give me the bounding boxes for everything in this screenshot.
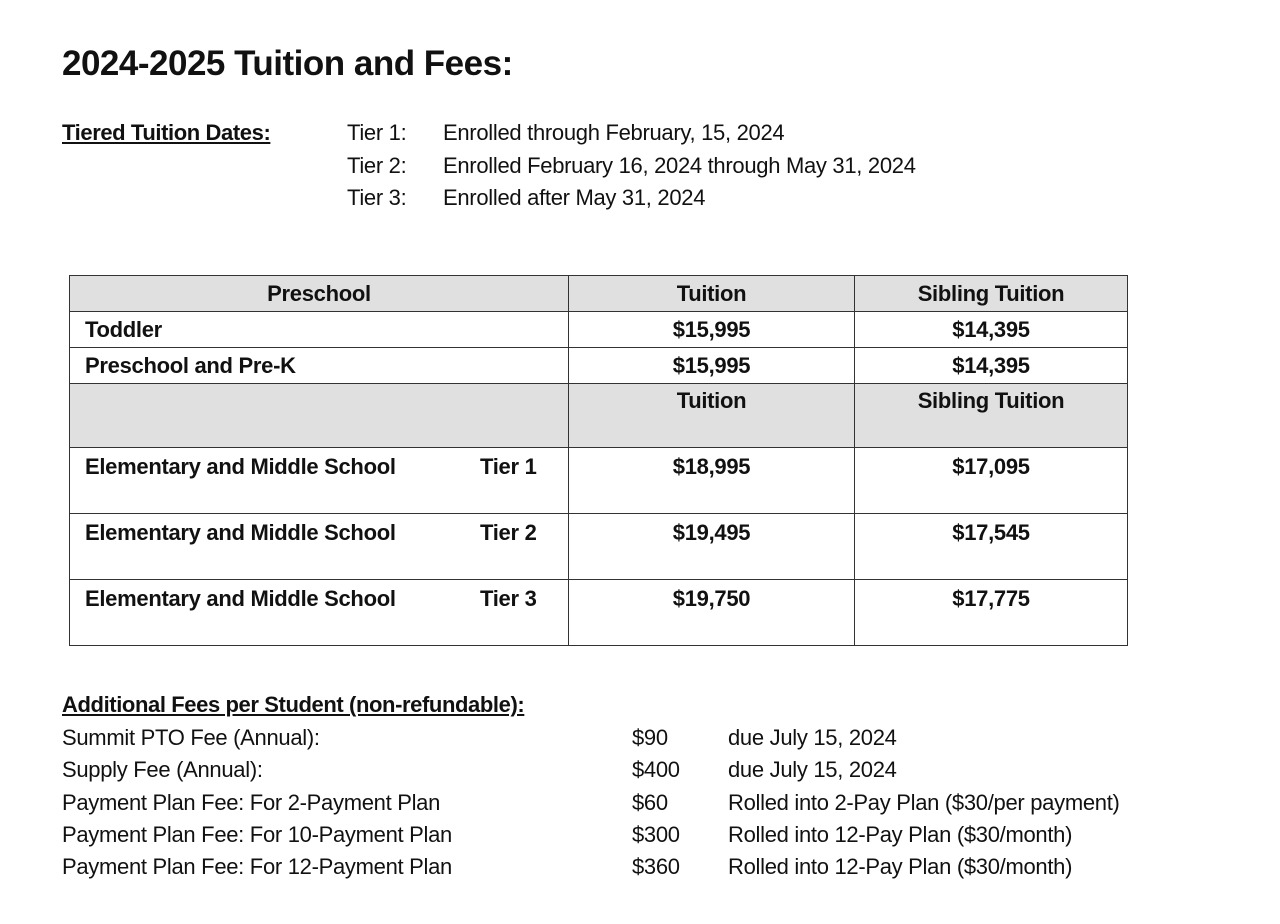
program-name: Elementary and Middle School bbox=[85, 520, 396, 545]
tuition-value: $18,995 bbox=[569, 448, 855, 514]
additional-fees bbox=[62, 692, 1120, 886]
program-cell bbox=[70, 580, 569, 646]
sibling-tuition-value: $14,395 bbox=[855, 312, 1128, 348]
program-cell bbox=[70, 514, 569, 580]
tier-description: Enrolled after May 31, 2024 bbox=[443, 185, 706, 210]
tier-row bbox=[347, 185, 1047, 218]
table-header-row bbox=[70, 276, 1128, 312]
table-row bbox=[70, 514, 1128, 580]
header-sibling-tuition: Sibling Tuition bbox=[855, 276, 1128, 312]
tier-description: Enrolled through February, 15, 2024 bbox=[443, 120, 785, 145]
additional-fees-heading: Additional Fees per Student (non-refundable): bbox=[62, 692, 525, 717]
tier-row bbox=[347, 120, 1047, 153]
tuition-table bbox=[69, 275, 1128, 646]
header-preschool: Preschool bbox=[70, 276, 569, 312]
fee-amount: $300 bbox=[632, 821, 680, 847]
fee-name: Supply Fee (Annual): bbox=[62, 757, 263, 783]
fee-note: Rolled into 2-Pay Plan ($30/per payment) bbox=[728, 789, 1120, 815]
header-tuition: Tuition bbox=[569, 276, 855, 312]
sibling-tuition-value: $17,775 bbox=[855, 580, 1128, 646]
fee-row bbox=[62, 725, 1120, 757]
fee-name: Payment Plan Fee: For 12-Payment Plan bbox=[62, 854, 452, 880]
tuition-value: $15,995 bbox=[569, 312, 855, 348]
tuition-value: $19,750 bbox=[569, 580, 855, 646]
program-name: Elementary and Middle School bbox=[85, 586, 396, 611]
tier-name: Tier 3 bbox=[480, 586, 537, 611]
tuition-value: $15,995 bbox=[569, 348, 855, 384]
tiered-dates-heading: Tiered Tuition Dates: bbox=[62, 120, 271, 145]
fee-amount: $60 bbox=[632, 789, 668, 815]
table-row bbox=[70, 580, 1128, 646]
table-row bbox=[70, 448, 1128, 514]
table-row bbox=[70, 312, 1128, 348]
table-row bbox=[70, 348, 1128, 384]
tier-name: Tier 2 bbox=[480, 520, 537, 545]
subheader-tuition: Tuition bbox=[569, 384, 855, 448]
fee-amount: $360 bbox=[632, 854, 680, 880]
sibling-tuition-value: $17,095 bbox=[855, 448, 1128, 514]
program-name: Preschool and Pre-K bbox=[70, 348, 569, 384]
page-title: 2024-2025 Tuition and Fees: bbox=[62, 44, 513, 83]
fee-row bbox=[62, 757, 1120, 789]
tier-list bbox=[347, 120, 1047, 218]
tier-description: Enrolled February 16, 2024 through May 31, 2024 bbox=[443, 152, 916, 178]
sibling-tuition-value: $14,395 bbox=[855, 348, 1128, 384]
subheader-program bbox=[70, 384, 569, 448]
fee-amount: $400 bbox=[632, 757, 680, 783]
fee-name: Summit PTO Fee (Annual): bbox=[62, 725, 320, 750]
tier-name: Tier 1 bbox=[480, 454, 537, 479]
subheader-sibling-tuition: Sibling Tuition bbox=[855, 384, 1128, 448]
program-name: Elementary and Middle School bbox=[85, 454, 396, 479]
tuition-value: $19,495 bbox=[569, 514, 855, 580]
fee-note: Rolled into 12-Pay Plan ($30/month) bbox=[728, 854, 1073, 880]
fee-row bbox=[62, 854, 1120, 886]
tier-row bbox=[347, 153, 1047, 186]
table-subheader-row bbox=[70, 384, 1128, 448]
program-cell bbox=[70, 448, 569, 514]
sibling-tuition-value: $17,545 bbox=[855, 514, 1128, 580]
tier-label: Tier 1: bbox=[347, 120, 407, 145]
fee-note: Rolled into 12-Pay Plan ($30/month) bbox=[728, 821, 1073, 847]
tier-label: Tier 2: bbox=[347, 152, 407, 178]
program-name: Toddler bbox=[70, 312, 569, 348]
fee-row bbox=[62, 822, 1120, 854]
fee-note: due July 15, 2024 bbox=[728, 757, 897, 783]
fee-row bbox=[62, 790, 1120, 822]
fee-note: due July 15, 2024 bbox=[728, 725, 897, 750]
fee-name: Payment Plan Fee: For 2-Payment Plan bbox=[62, 789, 441, 815]
tier-label: Tier 3: bbox=[347, 185, 407, 210]
fee-name: Payment Plan Fee: For 10-Payment Plan bbox=[62, 821, 452, 847]
fee-amount: $90 bbox=[632, 725, 668, 750]
